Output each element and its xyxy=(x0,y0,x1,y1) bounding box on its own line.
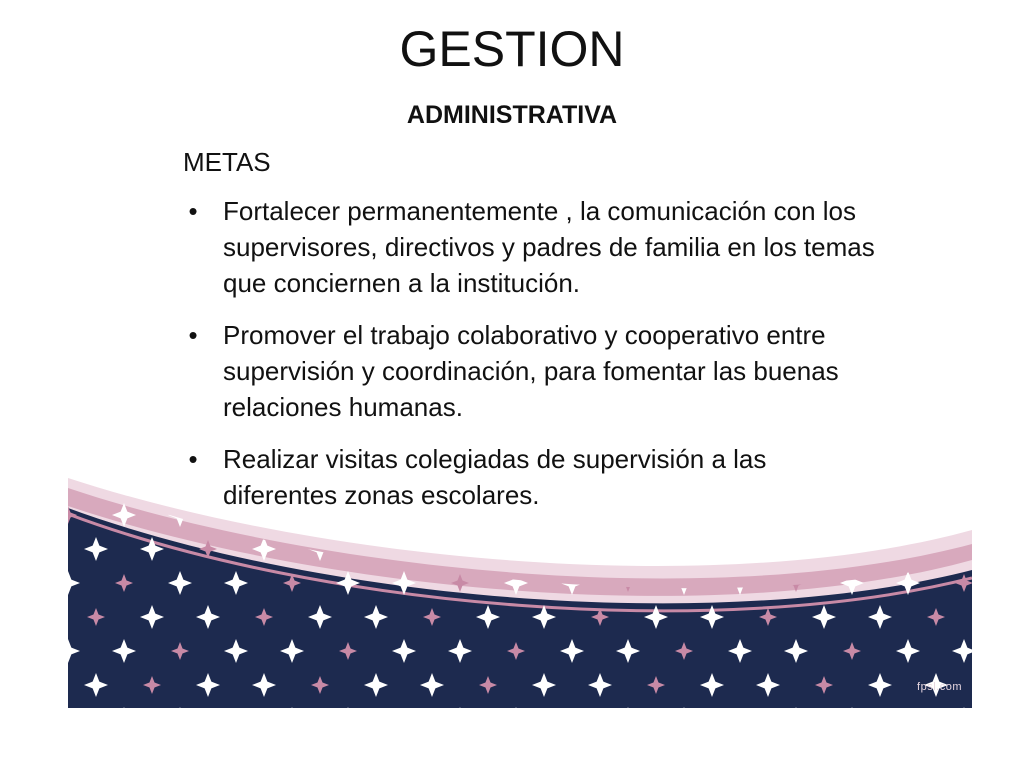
bullet-icon: • xyxy=(188,444,198,474)
watermark: fpsl.com xyxy=(917,681,962,693)
bullet-item xyxy=(183,193,883,301)
bullet-text: Promover el trabajo colaborativo y cooperativo entre supervisión y coordinación, para fomentar las buenas relaciones humanas. xyxy=(223,320,839,422)
bullet-text: Realizar visitas colegiadas de supervisión a las diferentes zonas escolares. xyxy=(223,444,767,510)
bullet-item xyxy=(183,317,883,425)
bullet-text: Fortalecer permanentemente , la comunicación con los supervisores, directivos y padres de familia en los temas que conciernen a la institución. xyxy=(223,196,875,298)
bullet-list xyxy=(183,193,883,529)
bullet-item xyxy=(183,441,883,513)
section-label: METAS xyxy=(183,147,271,177)
slide-subtitle: ADMINISTRATIVA xyxy=(406,101,618,129)
slide-title: GESTION xyxy=(399,21,625,77)
bullet-icon: • xyxy=(188,320,198,350)
bullet-icon: • xyxy=(188,196,198,226)
